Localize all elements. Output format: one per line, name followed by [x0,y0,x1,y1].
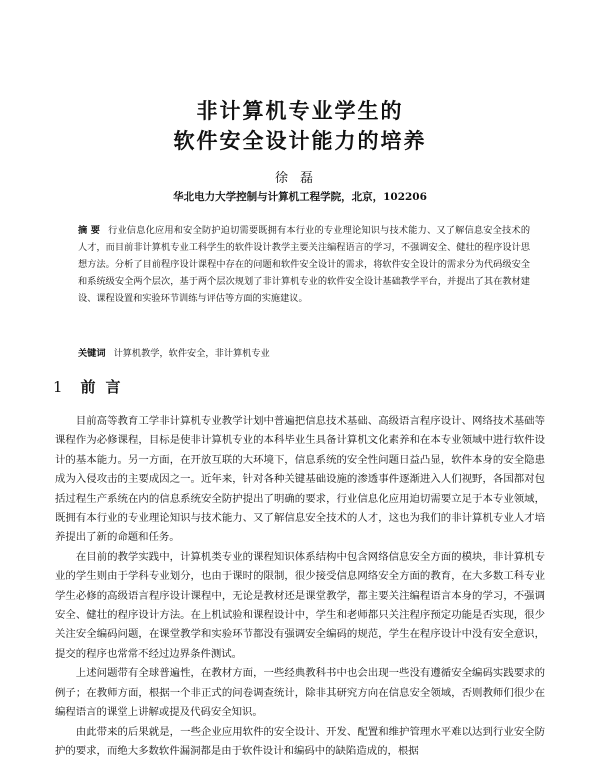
abstract-label: 摘 要 [78,225,101,236]
section-label: 前言 [80,378,131,396]
keywords-text: 计算机教学，软件安全，非计算机专业 [113,348,270,359]
body-paragraph: 目前高等教育工学非计算机专业教学计划中普遍把信息技术基础、高级语言程序设计、网络技术基础等课程作为必修课程，目标是使非计算机专业的本科毕业生具备计算机文化素养和在本专业领域中进行软件设计的基本能力。另一方面，在开放互联的大环境下，信息系统的安全性问题日益凸显，软件本身的安全隐患成为入侵攻击的主要成因之一。近年来，针对各种关键基础设施的渗透事件逐渐进入人们视野，各国都对包括过程生产系统在内的信息系统安全防护提出了明确的要求，行业信息化应用迫切需要立足于本专业领域，既拥有本行业的专业理论知识与技术能力、又了解信息安全技术的人才，这也为我们的非计算机专业人才培养提出了新的命题和任务。 [55,415,545,544]
paper-title-line2: 软件安全设计能力的培养 [173,129,427,153]
body-paragraph: 在目前的教学实践中，计算机类专业的课程知识体系结构中包含网络信息安全方面的模块，非计算机专业的学生则由于学科专业划分，也由于课时的限制，很少接受信息网络安全方面的教育，在大多数工科专业学生必修的高级语言程序设计课程中，无论是教材还是课堂教学，都主要关注编程语言本身的学习，不强调安全、健壮的程序设计方法。在上机试验和课程设计中，学生和老师都只关注程序预定功能是否实现，很少关注安全编码问题，在课堂教学和实验环节都没有强调安全编码的规范，学生在程序设计中没有安全意识，提交的程序也常常不经过边界条件测试。 [55,550,545,660]
body-text [55,412,545,761]
paper-title-line1: 非计算机专业学生的 [196,99,404,123]
section-number: 1 [53,378,63,396]
body-paragraph: 由此带来的后果就是，一些企业应用软件的安全设计、开发、配置和维护管理水平难以达到行业安全防护的要求，而绝大多数软件漏洞都是由于软件设计和编码中的缺陷造成的，根据 [55,725,545,757]
author-affiliation: 华北电力大学控制与计算机工程学院，北京，102206 [173,191,427,203]
keywords [78,346,530,361]
body-paragraph: 上述问题带有全球普遍性，在教材方面，一些经典教科书中也会出现一些没有遵循安全编码实践要求的例子；在教师方面，根据一个非正式的问卷调查统计，除非其研究方向在信息安全领域，否则教师们很少在编程语言的课堂上讲解或提及代码安全知识。 [55,667,545,719]
keywords-label: 关键词 [78,348,106,359]
author-name: 徐磊 [274,171,325,186]
abstract [78,222,530,307]
abstract-text: 行业信息化应用和安全防护迫切需要既拥有本行业的专业理论知识与技术能力、又了解信息安全技术的人才，而目前非计算机专业工科学生的软件设计教学主要关注编程语言的学习，不强调安全、健壮的程序设计思想方法。分析了目前程序设计课程中存在的问题和软件安全设计的需求，将软件安全设计的需求分为代码级安全和系统级安全两个层次，基于两个层次规划了非计算机专业的软件安全设计基础教学平台，并提出了其在教材建设、课程设置和实验环节训练与评估等方面的实施建议。 [78,225,531,304]
section-heading [53,376,131,397]
